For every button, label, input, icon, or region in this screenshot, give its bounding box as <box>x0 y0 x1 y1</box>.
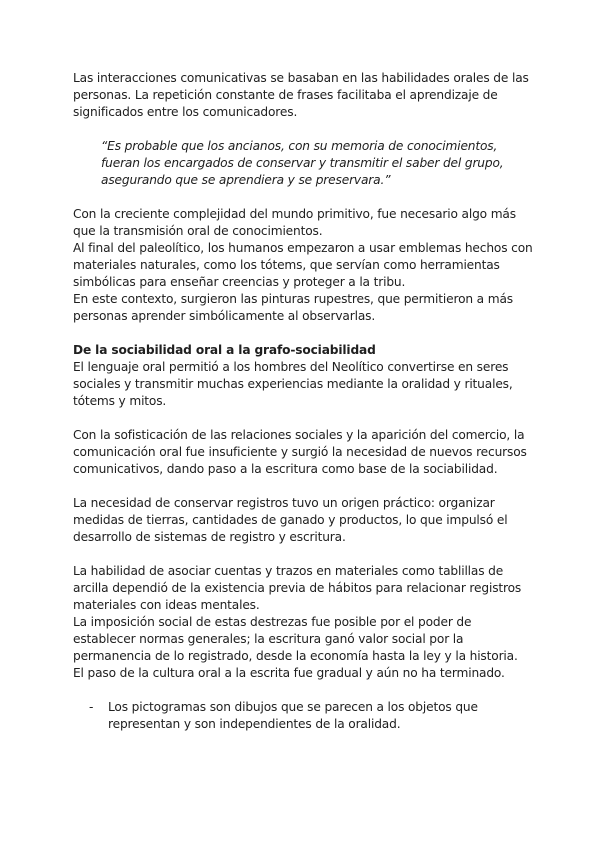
block-quote: “Es probable que los ancianos, con su memoria de conocimientos, fueran los encargados de conservar y transmitir el saber del grupo, asegurando que se aprendiera y se preservara.” <box>101 139 504 187</box>
bullet-list <box>73 699 533 733</box>
complexity-sentence: Con la creciente complejidad del mundo primitivo, fue necesario algo más que la transmisión oral de conocimientos. <box>73 207 516 238</box>
intro-paragraph: Las interacciones comunicativas se basaban en las habilidades orales de las personas. La repetición constante de frases facilitaba el aprendizaje de significados entre los comunicadores. <box>73 71 529 119</box>
list-item-text: Los pictogramas son dibujos que se parecen a los objetos que representan y son independientes de la oralidad. <box>108 700 478 731</box>
commerce-paragraph: Con la sofisticación de las relaciones sociales y la aparición del comercio, la comunicación oral fue insuficiente y surgió la necesidad de nuevos recursos comunicativos, dando paso a la escritura como base de la sociabilidad. <box>73 428 527 476</box>
transition-sentence: El paso de la cultura oral a la escrita fue gradual y aún no ha terminado. <box>73 666 505 680</box>
paragraph-spacer <box>73 121 533 138</box>
paragraph-spacer <box>73 189 533 206</box>
paragraph-spacer <box>73 478 533 495</box>
document-page <box>73 70 533 733</box>
cave-paintings-sentence: En este contexto, surgieron las pinturas rupestres, que permitieron a más personas aprender simbólicamente al observarlas. <box>73 292 513 323</box>
paragraph-spacer <box>73 682 533 699</box>
paragraph-spacer <box>73 410 533 427</box>
section-heading: De la sociabilidad oral a la grafo-sociabilidad <box>73 343 376 357</box>
list-item <box>89 699 533 733</box>
totems-sentence: Al final del paleolítico, los humanos empezaron a usar emblemas hechos con materiales naturales, como los tótems, que servían como herramientas simbólicas para enseñar creencias y proteger a la tribu. <box>73 241 533 289</box>
paragraph-spacer <box>73 546 533 563</box>
skills-paragraph-group <box>73 563 533 682</box>
complexity-paragraph-group <box>73 206 533 325</box>
tablets-sentence: La habilidad de asociar cuentas y trazos en materiales como tablillas de arcilla dependió de la existencia previa de hábitos para relacionar registros materiales con ideas mentales. <box>73 564 522 612</box>
section-intro-paragraph: El lenguaje oral permitió a los hombres del Neolítico convertirse en seres sociales y transmitir muchas experiencias mediante la oralidad y rituales, tótems y mitos. <box>73 360 513 408</box>
list-dash-marker: - <box>89 700 94 714</box>
paragraph-spacer <box>73 325 533 342</box>
records-paragraph: La necesidad de conservar registros tuvo un origen práctico: organizar medidas de tierras, cantidades de ganado y productos, lo que impulsó el desarrollo de sistemas de registro y escritura. <box>73 496 508 544</box>
imposition-sentence: La imposición social de estas destrezas fue posible por el poder de establecer normas generales; la escritura ganó valor social por la permanencia de lo registrado, desde la economía hasta la ley y la historia. <box>73 615 518 663</box>
